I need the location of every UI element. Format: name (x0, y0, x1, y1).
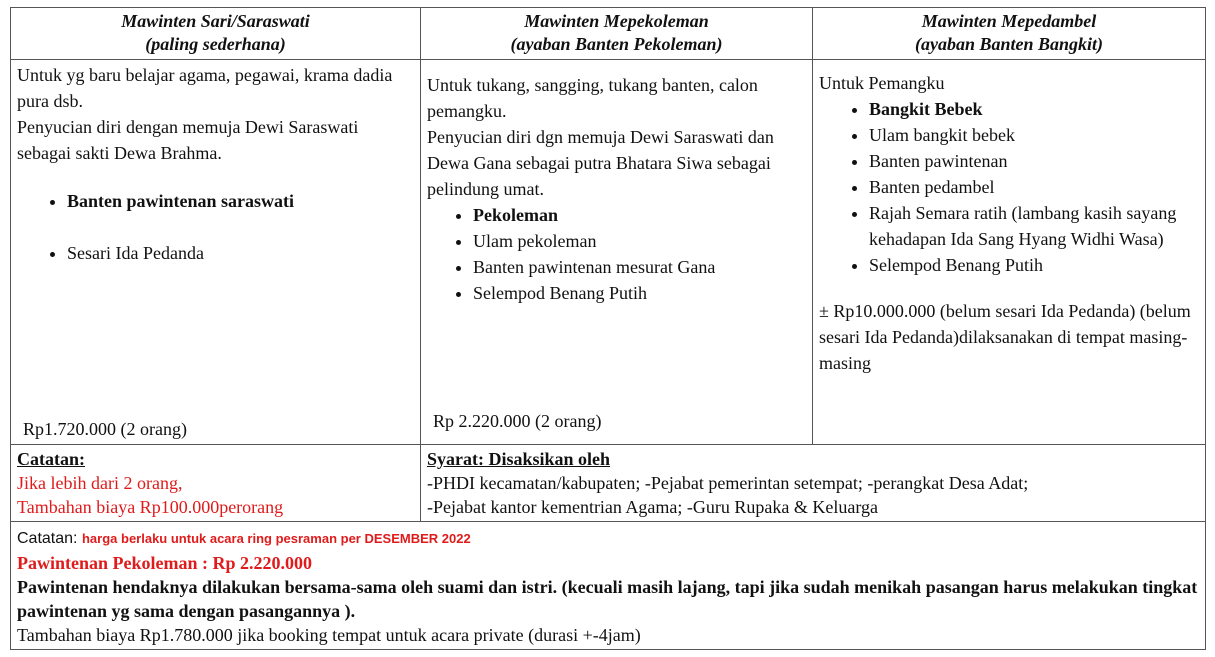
list-item: • Banten pawintenan saraswati (67, 188, 414, 214)
footer-note-line (17, 525, 1199, 551)
col1-list (17, 188, 414, 266)
notes-cell (11, 445, 421, 522)
notes-line1: Jika lebih dari 2 orang, (17, 473, 183, 493)
footer-row (11, 522, 1206, 650)
notes-row (11, 445, 1206, 522)
footer-extra: Tambahan biaya Rp1.780.000 jika booking tempat untuk acara private (durasi +-4jam) (17, 625, 641, 645)
header-col3 (813, 8, 1206, 60)
header-col1-subtitle: (paling sederhana) (145, 34, 286, 54)
list-item: • Ulam bangkit bebek (869, 122, 1199, 148)
notes-label: Catatan: (17, 449, 85, 469)
col2-list (427, 202, 806, 306)
list-item: • Bangkit Bebek (869, 96, 1199, 122)
syarat-line2: -Pejabat kantor kementrian Agama; -Guru Rupaka & Keluarga (427, 497, 879, 517)
col1-intro1: Untuk yg baru belajar agama, pegawai, krama dadia pura dsb. (17, 65, 393, 111)
col1-cell (11, 60, 421, 445)
col3-price: ± Rp10.000.000 (belum sesari Ida Pedanda) (belum sesari Ida Pedanda)dilaksanakan di tempat masing-masing (819, 301, 1191, 373)
syarat-cell (421, 445, 1206, 522)
list-item: • Sesari Ida Pedanda (67, 240, 414, 266)
syarat-line1: -PHDI kecamatan/kabupaten; -Pejabat pemerintan setempat; -perangkat Desa Adat; (427, 473, 1029, 493)
col3-intro: Untuk Pemangku (819, 73, 945, 93)
col1-price: Rp1.720.000 (2 orang) (23, 419, 187, 439)
list-item: • Banten pawintenan (869, 148, 1199, 174)
body-row (11, 60, 1206, 445)
header-col2 (421, 8, 813, 60)
notes-line2: Tambahan biaya Rp100.000perorang (17, 497, 284, 517)
header-col2-title: Mawinten Mepekoleman (524, 11, 709, 31)
footer-highlight: Pawintenan Pekoleman : Rp 2.220.000 (17, 553, 313, 573)
list-item: • Selempod Benang Putih (869, 252, 1199, 278)
col2-intro1: Untuk tukang, sangging, tukang banten, calon pemangku. (427, 75, 758, 121)
footer-label: Catatan: (17, 530, 78, 547)
list-item: • Ulam pekoleman (473, 228, 806, 254)
header-col3-subtitle: (ayaban Banten Bangkit) (914, 34, 1104, 54)
col2-price: Rp 2.220.000 (2 orang) (433, 411, 602, 431)
list-item: • Pekoleman (473, 202, 806, 228)
header-col1-title: Mawinten Sari/Saraswati (121, 11, 310, 31)
list-item: • Banten pedambel (869, 174, 1199, 200)
header-col3-title: Mawinten Mepedambel (921, 11, 1097, 31)
col2-cell (421, 60, 813, 445)
header-col1 (11, 8, 421, 60)
col3-list (819, 96, 1199, 278)
syarat-label: Syarat: Disaksikan oleh (427, 449, 611, 469)
header-col2-subtitle: (ayaban Banten Pekoleman) (510, 34, 723, 54)
footer-cell (11, 522, 1206, 650)
list-item: • Rajah Semara ratih (lambang kasih sayang kehadapan Ida Sang Hyang Widhi Wasa) (869, 200, 1199, 252)
col1-intro2: Penyucian diri dengan memuja Dewi Saraswati sebagai sakti Dewa Brahma. (17, 117, 359, 163)
list-item: • Banten pawintenan mesurat Gana (473, 254, 806, 280)
footer-bold-note: Pawintenan hendaknya dilakukan bersama-sama oleh suami dan istri. (kecuali masih lajang, tapi jika sudah menikah pasangan harus melakukan tingkat pawintenan yg sama dengan pasangannya ). (17, 577, 1198, 621)
list-item: • Selempod Benang Putih (473, 280, 806, 306)
col3-cell (813, 60, 1206, 445)
footer-price-note: harga berlaku untuk acara ring pesraman per DESEMBER 2022 (81, 531, 471, 546)
col2-intro2: Penyucian diri dgn memuja Dewi Saraswati dan Dewa Gana sebagai putra Bhatara Siwa sebagai pelindung umat. (427, 127, 774, 199)
header-row (11, 8, 1206, 60)
pawintenan-table (10, 7, 1206, 650)
